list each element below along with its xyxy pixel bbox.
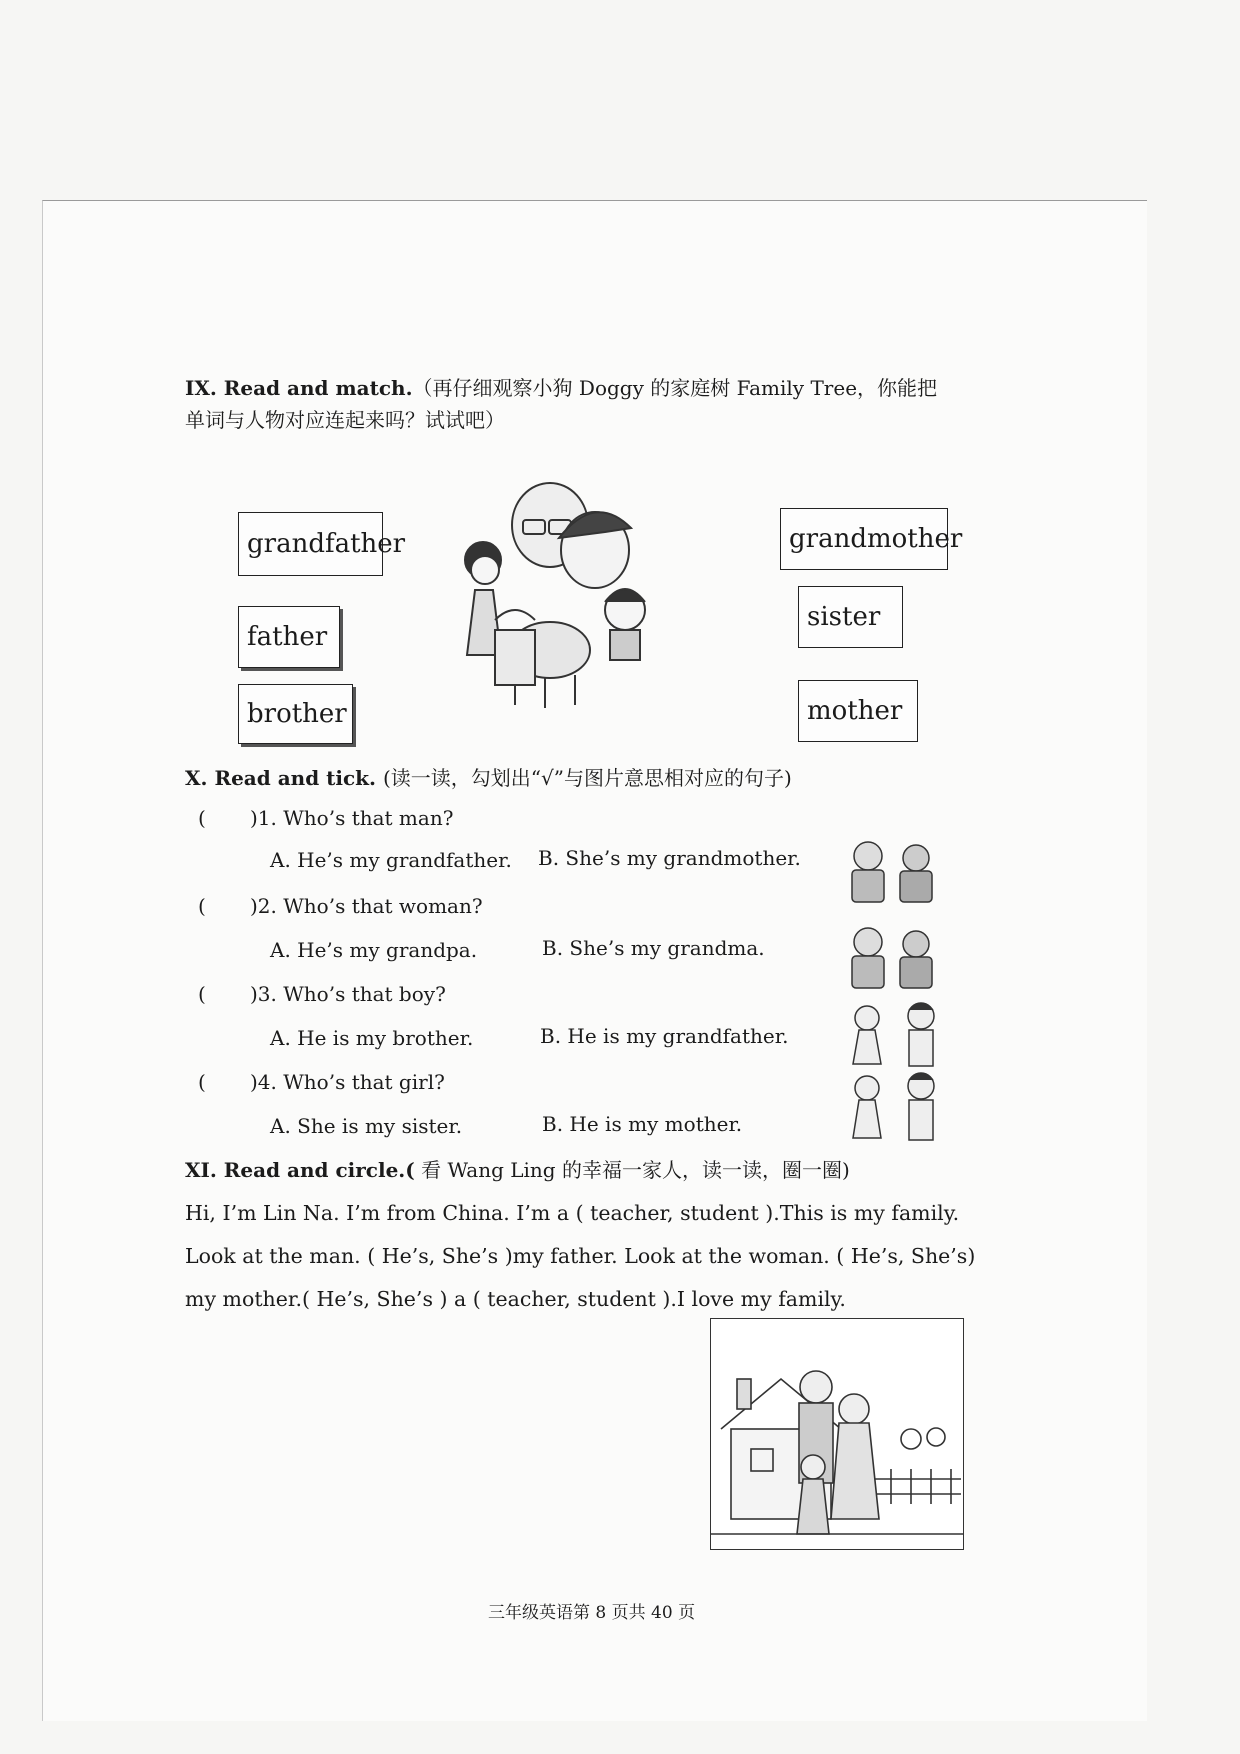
page-footer: 三年级英语第 8 页共 40 页 — [488, 1603, 696, 1623]
word-label: father — [247, 622, 328, 652]
word-label: brother — [247, 699, 347, 729]
word-box-grandmother[interactable] — [780, 508, 963, 570]
family-house-icon — [711, 1319, 963, 1549]
word-label: sister — [807, 602, 881, 632]
family-picture — [710, 1318, 964, 1550]
question-3 — [198, 982, 446, 1006]
question-text: )1. Who’s that man? — [250, 806, 454, 830]
option-1a: A. He’s my grandfather. — [270, 848, 512, 872]
option-4b: B. He is my mother. — [542, 1112, 743, 1136]
word-box-brother[interactable] — [238, 684, 353, 744]
answer-blank-2[interactable]: ( — [198, 894, 206, 918]
passage — [185, 1192, 1005, 1321]
children-icon — [845, 1000, 945, 1072]
q2-picture — [838, 924, 948, 990]
word-label: grandfather — [247, 529, 406, 559]
question-4 — [198, 1070, 445, 1094]
question-text: )2. Who’s that woman? — [250, 894, 483, 918]
section-9-instruction-2: 单词与人物对应连起来吗？试试吧） — [185, 408, 505, 432]
section-9-heading-line2 — [185, 404, 505, 433]
grandparents-icon — [838, 924, 948, 990]
option-3b: B. He is my grandfather. — [540, 1024, 789, 1048]
section-10-instruction: (读一读，勾划出“√”与图片意思相对应的句子) — [382, 766, 792, 790]
answer-blank-3[interactable]: ( — [198, 982, 206, 1006]
word-box-grandfather[interactable] — [238, 512, 406, 576]
passage-line-3: my mother.( He’s, She’s ) a ( teacher, student ).I love my family. — [185, 1287, 846, 1311]
answer-blank-1[interactable]: ( — [198, 806, 206, 830]
children-icon — [845, 1070, 945, 1146]
section-10-title: X. Read and tick. — [185, 766, 376, 790]
section-10-heading — [185, 762, 792, 791]
question-text: )3. Who’s that boy? — [250, 982, 446, 1006]
word-box-sister[interactable] — [798, 586, 903, 648]
option-2a: A. He’s my grandpa. — [270, 938, 478, 962]
section-11-instruction: 看 Wang Ling 的幸福一家人，读一读，圈一圈) — [414, 1158, 850, 1182]
word-label: grandmother — [789, 524, 963, 554]
option-1b: B. She’s my grandmother. — [538, 846, 801, 870]
section-9-heading-line1 — [185, 372, 937, 401]
section-11-title: XI. Read and circle.( — [185, 1158, 415, 1182]
option-4a: A. She is my sister. — [270, 1114, 463, 1138]
option-3a: A. He is my brother. — [270, 1026, 474, 1050]
word-label: mother — [807, 696, 903, 726]
word-box-father[interactable] — [238, 606, 340, 668]
q1-picture — [838, 838, 948, 904]
q3-picture — [845, 1000, 945, 1072]
question-text: )4. Who’s that girl? — [250, 1070, 445, 1094]
passage-line-2: Look at the man. ( He’s, She’s )my father. Look at the woman. ( He’s, She’s) — [185, 1244, 976, 1268]
q4-picture — [845, 1070, 945, 1146]
section-11-heading — [185, 1154, 850, 1183]
passage-line-1: Hi, I’m Lin Na. I’m from China. I’m a ( teacher, student ).This is my family. — [185, 1201, 960, 1225]
section-9-title: IX. Read and match. — [185, 376, 413, 400]
option-2b: B. She’s my grandma. — [542, 936, 765, 960]
family-tree-illustration — [455, 480, 725, 720]
family-cartoon-icon — [455, 480, 725, 720]
question-2 — [198, 894, 483, 918]
word-box-mother[interactable] — [798, 680, 918, 742]
section-9-instruction-1: （再仔细观察小狗 Doggy 的家庭树 Family Tree，你能把 — [412, 376, 938, 400]
answer-blank-4[interactable]: ( — [198, 1070, 206, 1094]
question-1 — [198, 806, 453, 830]
grandparents-icon — [838, 838, 948, 904]
